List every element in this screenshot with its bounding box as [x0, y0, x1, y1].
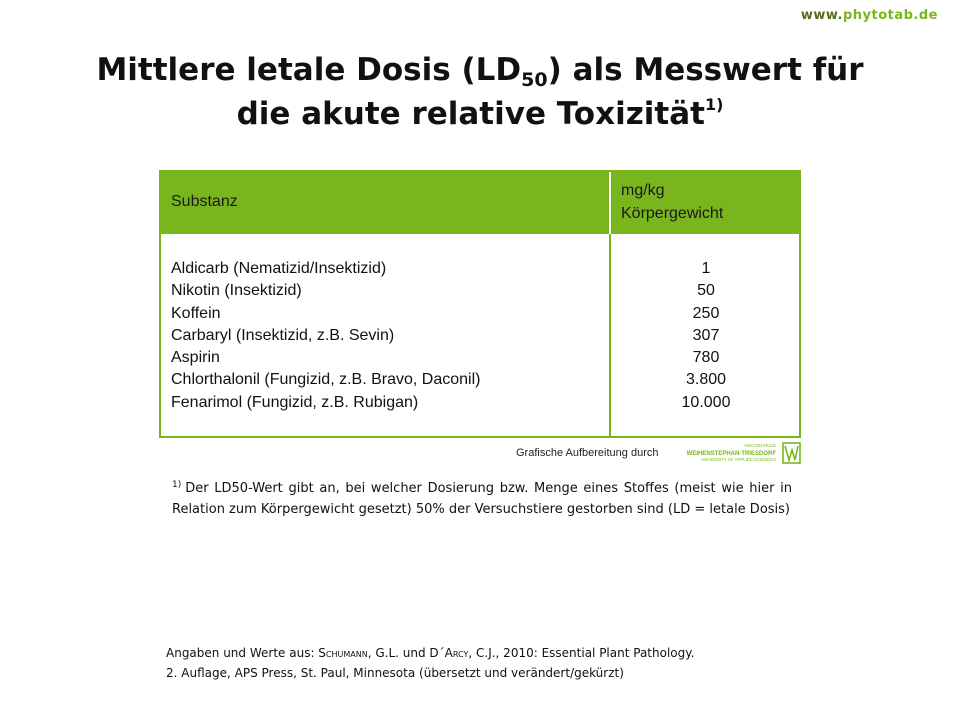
source-author-2: Arcy [444, 646, 469, 660]
page-title [60, 48, 900, 136]
logo-line-2: WEIHENSTEPHAN-TRIESDORF [686, 451, 776, 457]
value-list [611, 258, 801, 414]
logo-line-3: UNIVERSITY OF APPLIED SCIENCES [700, 457, 776, 462]
source-rest: , C.J., 2010: Essential Plant Pathology. [468, 646, 695, 660]
substance-cell: Aspirin [171, 349, 220, 367]
substance-cell: Chlorthalonil (Fungizid, z.B. Bravo, Daconil) [171, 371, 481, 389]
ld50-table [159, 170, 801, 438]
title-line-2 [60, 92, 900, 136]
footnote-text: Der LD50-Wert gibt an, bei welcher Dosierung bzw. Menge eines Stoffes (meist wie hier in Relation zum Körpergewicht gesetzt) 50% der Versuchstiere gestorben sind (LD = letale Dosis) [172, 481, 792, 517]
credit-text: Grafische Aufbereitung durch [516, 447, 659, 459]
substance-list [171, 258, 480, 414]
source-middle: , G.L. und D´ [367, 646, 445, 660]
substance-cell: Fenarimol (Fungizid, z.B. Rubigan) [171, 393, 419, 411]
substance-cell: Koffein [171, 304, 221, 322]
title-line-1 [60, 48, 900, 92]
value-cell: 250 [692, 304, 720, 322]
value-cell: 3.800 [685, 371, 727, 389]
title-footnote-marker: 1) [704, 95, 724, 114]
source-line-1 [166, 643, 806, 663]
value-cell: 307 [692, 326, 720, 344]
title-line2-text: die akute relative Toxizität [236, 96, 705, 132]
title-line1-pre: Mittlere letale Dosis (LD [96, 52, 522, 88]
footnote-marker: 1) [172, 480, 182, 490]
title-line1-post: ) als Messwert für [547, 52, 864, 88]
value-cell: 50 [697, 282, 715, 300]
site-url[interactable] [801, 8, 938, 23]
source-line-2: 2. Auflage, APS Press, St. Paul, Minnesota (übersetzt und verändert/gekürzt) [166, 666, 624, 680]
logo-mark [783, 443, 800, 463]
value-cell: 10.000 [681, 393, 731, 411]
table-header [161, 172, 799, 234]
university-logo [684, 441, 802, 465]
header-value-basis: Körpergewicht [621, 205, 724, 222]
substance-cell: Nikotin (Insektizid) [171, 282, 302, 300]
value-cell: 1 [701, 260, 711, 277]
source-author-1: Schumann [318, 646, 368, 660]
footnote [172, 478, 792, 520]
value-cell: 780 [692, 349, 720, 367]
header-value-unit: mg/kg [621, 182, 665, 199]
source-citation [166, 643, 806, 683]
logo-line-1: HOCHSCHULE [744, 443, 776, 448]
substance-cell: Aldicarb (Nematizid/Insektizid) [171, 260, 387, 277]
title-subscript: 50 [521, 69, 548, 91]
source-prefix: Angaben und Werte aus: [166, 646, 319, 660]
header-column-divider [609, 172, 611, 234]
header-substance: Substanz [171, 193, 238, 210]
header-value [621, 179, 723, 225]
site-url-prefix: www. [800, 8, 843, 23]
site-url-domain: phytotab.de [842, 8, 938, 23]
substance-cell: Carbaryl (Insektizid, z.B. Sevin) [171, 326, 395, 344]
